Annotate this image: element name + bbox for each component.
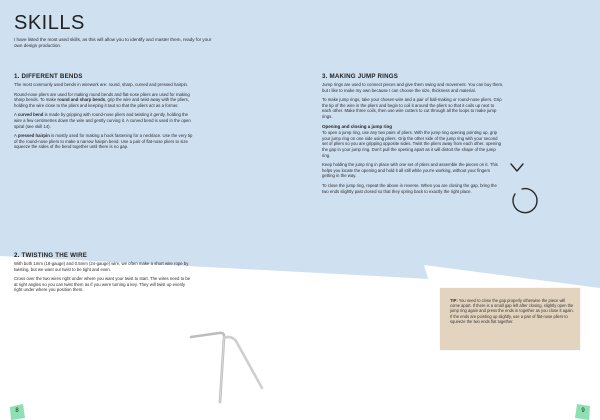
twisting-paragraph-2: Cross over the two wires right under where you want your twist to start. The wires need to be at right angles so you can twist them as if you were turning a key. They will twist up evenly right under where you position them.	[14, 276, 191, 293]
subheading-open-close: Opening and closing a jump ring	[322, 123, 393, 129]
jump-ring-illustration	[502, 158, 542, 228]
jump-rings-paragraph-2: To make jump rings, take your chosen wire and a pair of ball-making or round-nose pliers. Grip the tip of the wire in the pliers and begin to coil it around the pliers so that it coils up next to each other. Make three coils, then use wire cutters to cut through all the loops to make jump rings.	[322, 97, 502, 119]
section-heading-jump-rings: 3. MAKING JUMP RINGS	[322, 73, 399, 80]
jump-rings-paragraph-1: Jump rings are used to connect pieces and give them swing and movement. You can buy them, but I like to make my own because I can choose the size, thickness and material.	[322, 82, 504, 93]
section-jump-rings	[322, 73, 504, 198]
intro-paragraph: I have listed the most used skills, as this will allow you to identify and master them, ready for your own design production.	[14, 37, 212, 48]
tip-box	[440, 288, 580, 350]
section-heading-bends: 1. DIFFERENT BENDS	[14, 73, 83, 80]
tip-text: TIP: You need to close the gap properly otherwise the piece will come apart. If there is a small gap left after closing, slightly open the jump ring again and press the ends in together as you close it again. If the ends are pointing up slightly, use a pair of flat-nose pliers to squeeze the two ends flat together.	[450, 298, 574, 324]
jump-rings-paragraph-5: To close the jump ring, repeat the above in reverse. When you are closing the gap, bring the two ends slightly past closed so that they spring back to exactly the right place.	[322, 182, 497, 194]
bends-paragraph-4: A pressed hairpin is mostly used for making a hook fastening for a necklace. Use the very tip of the round-nose pliers to make a narrow hairpin bend. Use a pair of flat-nose pliers to size squeeze the sides of the bend together until there is no gap.	[14, 133, 193, 150]
section-different-bends	[14, 73, 194, 154]
bends-paragraph-2: Round-nose pliers are used for making round bends and flat-nose pliers are used for making sharp bends. To make round and sharp bends, grip the wire and twist away with the pliers, holding the wire close to the pliers and keeping it taut so that the pliers act as a former.	[14, 91, 190, 108]
bends-paragraph-3: A curved bend is made by gripping with round-nose pliers and twisting it gently, holding the wire a few centimetres down the wire and gently curving it. A curved bend is used in the open spiral (see skill 14).	[14, 112, 191, 129]
jump-rings-paragraph-4: Keep holding the jump ring in place with one set of pliers and assemble the pieces on it. This helps you locate the opening and hold it all still while you're working, without your fingers getting in the way.	[322, 162, 498, 179]
page-title: SKILLS	[14, 12, 85, 34]
jump-rings-paragraph-3: To open a jump ring, use any two pairs of pliers. With the jump ring opening pointing up, grip your jump ring on one side using pliers. Grip the other side of the jump ring with your second set of pliers so you are gripping opposite sides. Twist the pliers away from each other, opening the gap in your jump ring. Don't pull the opening apart as it will distort the shape of the jump ring.	[322, 130, 502, 158]
twisting-paragraph-1: With both 1mm (18-gauge) and 0.5mm (24-gauge) wire, we often make a short wire rope by twisting, but we want our twist to be tight and even.	[14, 261, 189, 272]
page-number-left: 8	[15, 408, 19, 414]
section-twisting-wire	[14, 252, 194, 297]
page-number-right: 9	[581, 408, 585, 414]
twisted-wire-illustration	[186, 292, 278, 404]
tip-label: TIP:	[450, 298, 458, 303]
bends-paragraph-1: The most commonly used bends in wirework are: round, sharp, curved and pressed hairpin.	[14, 82, 189, 87]
section-heading-twisting: 2. TWISTING THE WIRE	[14, 252, 88, 259]
